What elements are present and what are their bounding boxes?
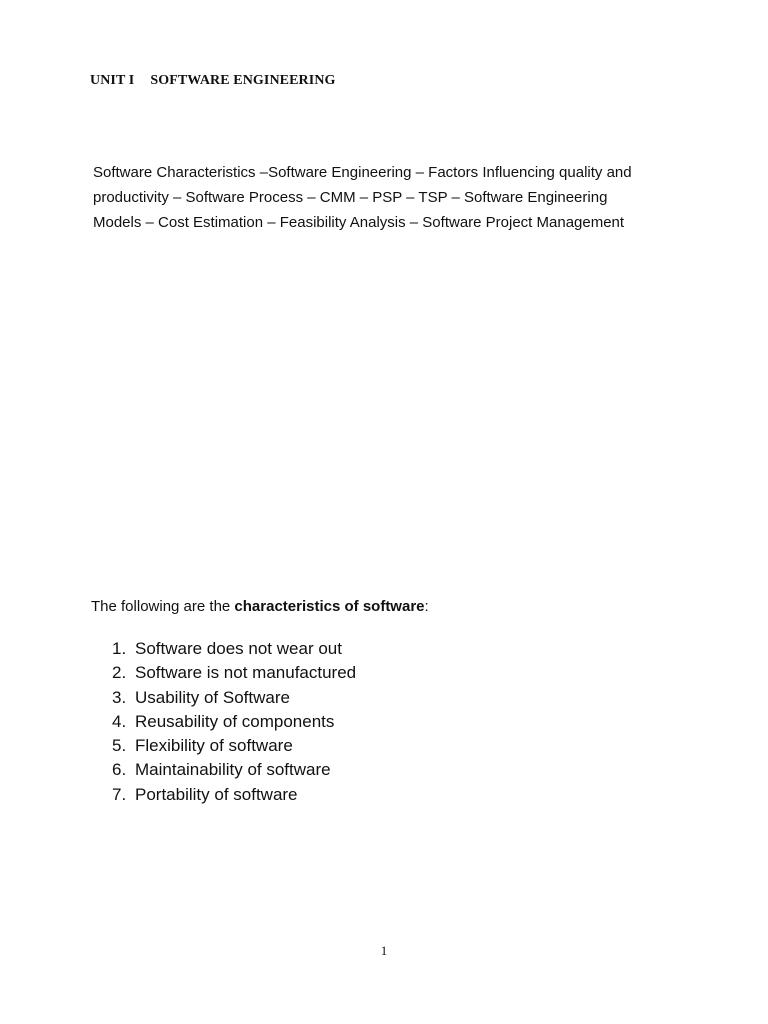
syllabus-line: productivity – Software Process – CMM – PSP – TSP – Software Engineering <box>93 189 608 206</box>
list-item-number: 2. <box>112 663 127 683</box>
unit-heading <box>90 73 336 89</box>
list-item-number: 5. <box>112 736 127 756</box>
list-item <box>112 637 356 661</box>
list-item <box>112 758 356 782</box>
list-item-number: 7. <box>112 784 127 804</box>
list-item <box>112 710 356 734</box>
list-item-text: Software does not wear out <box>135 639 342 658</box>
list-item <box>112 686 356 710</box>
syllabus-paragraph <box>93 160 693 235</box>
page-number: 1 <box>380 943 388 958</box>
list-item-text: Software is not manufactured <box>135 663 357 683</box>
characteristics-list <box>112 637 356 807</box>
list-item-number: 6. <box>112 760 127 780</box>
intro-suffix: : <box>424 598 429 615</box>
list-item-text: Portability of software <box>135 784 298 804</box>
list-item <box>112 661 356 685</box>
syllabus-line: Software Characteristics –Software Engineering – Factors Influencing quality and <box>93 164 632 181</box>
list-item-text: Maintainability of software <box>135 760 331 780</box>
intro-emphasis: characteristics of software <box>234 598 425 615</box>
unit-label: UNIT I <box>90 73 135 88</box>
list-item-text: Usability of Software <box>135 687 290 707</box>
list-item <box>112 734 356 758</box>
unit-title: SOFTWARE ENGINEERING <box>150 73 336 88</box>
list-item <box>112 783 356 807</box>
list-item-number: 3. <box>112 687 127 707</box>
characteristics-intro <box>91 598 429 615</box>
list-item-text: Flexibility of software <box>135 736 293 756</box>
list-item-number: 4. <box>112 711 127 731</box>
syllabus-line: Models – Cost Estimation – Feasibility Analysis – Software Project Management <box>93 214 625 231</box>
intro-prefix: The following are the <box>91 598 235 615</box>
list-item-text: Reusability of components <box>135 711 335 731</box>
list-item-number: 1. <box>112 639 127 658</box>
